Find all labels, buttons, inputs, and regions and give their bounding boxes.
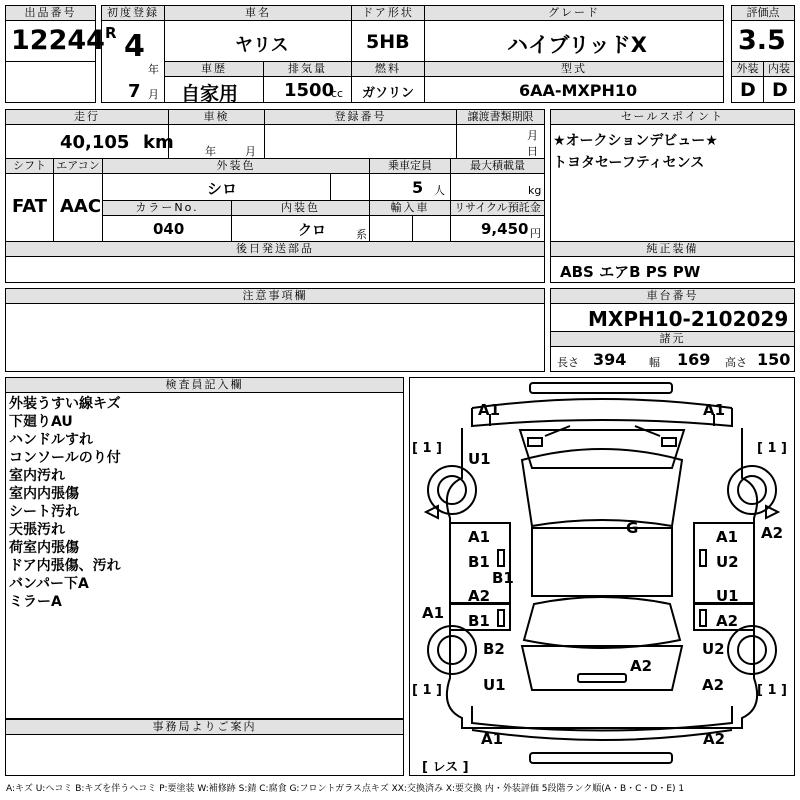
reg-year-value: 4 bbox=[124, 29, 145, 64]
color-no-header: カラーNo. bbox=[102, 200, 232, 216]
car-name-header: 車名 bbox=[164, 5, 352, 21]
exterior-grade-header: 外装 bbox=[731, 61, 764, 77]
deadline-header: 譲渡書類期限 bbox=[456, 109, 545, 125]
first-reg-header: 初度登録 bbox=[101, 5, 165, 21]
fuel-value: ガソリン bbox=[362, 86, 415, 101]
score-cell bbox=[731, 20, 795, 62]
import-cell-a bbox=[369, 215, 413, 242]
displacement-header: 排気量 bbox=[263, 61, 352, 77]
damage-mark: U2 bbox=[716, 553, 739, 571]
reg-month-unit: 月 bbox=[148, 88, 159, 101]
capacity-cell bbox=[369, 173, 451, 201]
max-load-unit: kg bbox=[528, 184, 542, 197]
shift-value: FAT bbox=[12, 196, 48, 217]
sales-point-1: ★オークションデビュー★ bbox=[553, 133, 718, 149]
damage-mark: [ 1 ] bbox=[757, 683, 787, 698]
damage-mark: A2 bbox=[630, 657, 653, 675]
inspector-note: ドア内張傷、汚れ bbox=[9, 558, 121, 574]
inspector-note: 天張汚れ bbox=[9, 522, 65, 538]
damage-mark: A1 bbox=[478, 401, 501, 419]
inspection-year-unit: 年 bbox=[205, 145, 216, 158]
import-cell-b bbox=[412, 215, 451, 242]
recycle-unit: 円 bbox=[530, 227, 541, 240]
damage-mark: B1 bbox=[468, 553, 490, 571]
chassis-no-cell bbox=[550, 303, 795, 332]
recycle-cell bbox=[450, 215, 545, 242]
inspection-cell bbox=[168, 124, 265, 159]
inspector-note: コンソールのり付 bbox=[9, 450, 121, 466]
displacement-unit: cc bbox=[331, 87, 344, 100]
grade-header: グレード bbox=[424, 5, 724, 21]
era-value: R bbox=[105, 24, 117, 42]
later-parts-header: 後日発送部品 bbox=[5, 241, 545, 257]
inspector-note: シート汚れ bbox=[9, 504, 79, 520]
width-label: 幅 bbox=[649, 356, 660, 369]
inspection-header: 車検 bbox=[168, 109, 265, 125]
aircon-header: エアコン bbox=[53, 158, 103, 174]
reg-month-value: 7 bbox=[128, 81, 141, 102]
genuine-equipment-value: ABS エアB PS PW bbox=[560, 263, 701, 281]
displacement-value: 1500 bbox=[284, 80, 335, 101]
lot-no-value: 12244 bbox=[11, 25, 105, 56]
later-parts-cell bbox=[5, 256, 545, 283]
model-code-value: 6AA-MXPH10 bbox=[519, 81, 638, 100]
damage-mark: A1 bbox=[703, 401, 726, 419]
height-value: 150 bbox=[757, 350, 791, 369]
damage-diagram bbox=[409, 377, 795, 776]
genuine-equipment-header: 純正装備 bbox=[550, 241, 795, 257]
capacity-header: 乗車定員 bbox=[369, 158, 451, 174]
exterior-grade-value: D bbox=[740, 79, 756, 101]
capacity-value: 5 bbox=[412, 178, 424, 197]
car-outline-icon bbox=[410, 378, 794, 775]
damage-mark: A1 bbox=[422, 604, 445, 622]
interior-grade-header: 内装 bbox=[763, 61, 795, 77]
mileage-unit: km bbox=[143, 132, 174, 153]
sales-point-2: トヨタセーフティセンス bbox=[553, 155, 705, 171]
inspector-note: 室内汚れ bbox=[9, 468, 65, 484]
damage-mark: A2 bbox=[703, 730, 726, 748]
damage-mark: G bbox=[626, 519, 639, 537]
damage-mark: [ 1 ] bbox=[412, 683, 442, 698]
ext-color-cell bbox=[102, 173, 331, 201]
max-load-header: 最大積載量 bbox=[450, 158, 545, 174]
model-code-cell bbox=[424, 76, 724, 103]
mileage-cell bbox=[5, 124, 174, 159]
history-cell bbox=[164, 76, 264, 103]
recycle-value: 9,450 bbox=[481, 220, 529, 238]
inspector-notes-header: 検査員記入欄 bbox=[5, 377, 404, 393]
history-value: 自家用 bbox=[181, 83, 239, 105]
model-code-header: 型式 bbox=[424, 61, 724, 77]
color-no-cell bbox=[102, 215, 232, 242]
damage-mark: U1 bbox=[468, 450, 491, 468]
deadline-day-unit: 日 bbox=[527, 145, 538, 158]
caution-cell bbox=[5, 303, 545, 372]
first-reg-cell bbox=[101, 20, 165, 103]
lot-no-cell bbox=[5, 20, 105, 62]
sales-point-header: セールスポイント bbox=[550, 109, 795, 125]
specs-header: 諸元 bbox=[550, 331, 795, 347]
damage-mark: [ レス ] bbox=[422, 760, 469, 775]
inspector-note: ミラーA bbox=[9, 594, 62, 610]
int-color-header: 内装色 bbox=[231, 200, 370, 216]
door-type-cell bbox=[351, 20, 425, 62]
damage-mark: A2 bbox=[468, 587, 491, 605]
genuine-equipment-cell bbox=[550, 256, 795, 283]
score-header: 評価点 bbox=[731, 5, 795, 21]
lot-no-spacer bbox=[5, 61, 96, 103]
score-value: 3.5 bbox=[738, 25, 786, 56]
car-name-cell bbox=[164, 20, 352, 62]
car-name-value: ヤリス bbox=[235, 35, 289, 56]
import-header: 輸入車 bbox=[369, 200, 451, 216]
damage-mark: U2 bbox=[702, 640, 725, 658]
fuel-cell bbox=[351, 76, 425, 103]
damage-mark: A2 bbox=[716, 612, 739, 630]
lot-no-header: 出品番号 bbox=[5, 5, 96, 21]
ext-color-value: シロ bbox=[207, 180, 238, 198]
inspector-note: 下廻りAU bbox=[9, 414, 73, 430]
capacity-unit: 人 bbox=[434, 184, 445, 197]
fuel-header: 燃料 bbox=[351, 61, 425, 77]
history-header: 車歴 bbox=[164, 61, 264, 77]
mileage-header: 走行 bbox=[5, 109, 169, 125]
aircon-value: AAC bbox=[60, 196, 102, 217]
int-color-unit: 系 bbox=[356, 228, 367, 241]
damage-mark: U1 bbox=[483, 676, 506, 694]
inspector-note: 室内内張傷 bbox=[9, 486, 79, 502]
damage-mark: A1 bbox=[468, 528, 491, 546]
length-value: 394 bbox=[593, 350, 627, 369]
damage-mark: A2 bbox=[761, 524, 784, 542]
grade-value: ハイブリッドX bbox=[507, 33, 647, 57]
damage-mark: [ 1 ] bbox=[412, 441, 442, 456]
sales-point-cell bbox=[550, 124, 795, 242]
shift-cell bbox=[5, 173, 54, 242]
damage-mark: U1 bbox=[716, 587, 739, 605]
color-no-value: 040 bbox=[153, 220, 185, 238]
inspector-notes-cell bbox=[5, 392, 404, 719]
width-value: 169 bbox=[677, 350, 711, 369]
inspection-month-unit: 月 bbox=[245, 145, 256, 158]
ext-color-extra-cell bbox=[330, 173, 370, 201]
inspector-note: 外装うすい線キズ bbox=[9, 396, 121, 412]
damage-mark: A2 bbox=[702, 676, 725, 694]
specs-cell bbox=[550, 346, 795, 372]
office-notice-cell bbox=[5, 734, 404, 776]
inspector-note: ハンドルすれ bbox=[9, 432, 93, 448]
door-type-header: ドア形状 bbox=[351, 5, 425, 21]
chassis-no-header: 車台番号 bbox=[550, 288, 795, 304]
caution-header: 注意事項欄 bbox=[5, 288, 545, 304]
damage-legend: A:キズ U:ヘコミ B:キズを伴うヘコミ P:要塗装 W:補修跡 S:錆 C:腐食 G:フロントガラス点キズ XX:交換済み X:要交換 内・外装評価 5段階ランク順(A・B・C・D・E) 1 bbox=[6, 784, 685, 794]
damage-mark: B1 bbox=[468, 612, 490, 630]
max-load-cell bbox=[450, 173, 545, 201]
aircon-cell bbox=[53, 173, 103, 242]
damage-mark: B2 bbox=[483, 640, 505, 658]
int-color-cell bbox=[231, 215, 370, 242]
inspector-note: 荷室内張傷 bbox=[9, 540, 79, 556]
interior-grade-cell bbox=[763, 76, 795, 103]
inspector-note: バンパー下A bbox=[9, 576, 89, 592]
mileage-value: 40,105 bbox=[60, 132, 130, 153]
height-label: 高さ bbox=[725, 356, 747, 369]
damage-mark: B1 bbox=[492, 569, 514, 587]
int-color-value: クロ bbox=[298, 223, 326, 239]
chassis-no-value: MXPH10-2102029 bbox=[588, 307, 789, 331]
damage-mark: A1 bbox=[716, 528, 739, 546]
interior-grade-value: D bbox=[772, 79, 788, 101]
ext-color-header: 外装色 bbox=[102, 158, 370, 174]
registration-cell bbox=[264, 124, 457, 159]
grade-cell bbox=[424, 20, 724, 62]
displacement-cell bbox=[263, 76, 352, 103]
deadline-cell bbox=[456, 124, 545, 159]
office-notice-header: 事務局よりご案内 bbox=[5, 719, 404, 735]
exterior-grade-cell bbox=[731, 76, 764, 103]
reg-year-unit: 年 bbox=[148, 63, 159, 76]
recycle-header: リサイクル預託金 bbox=[450, 200, 545, 216]
registration-header: 登録番号 bbox=[264, 109, 457, 125]
shift-header: シフト bbox=[5, 158, 54, 174]
deadline-month-unit: 月 bbox=[527, 129, 538, 142]
length-label: 長さ bbox=[557, 356, 579, 369]
door-type-value: 5HB bbox=[366, 31, 410, 53]
damage-mark: [ 1 ] bbox=[757, 441, 787, 456]
damage-mark: A1 bbox=[481, 730, 504, 748]
